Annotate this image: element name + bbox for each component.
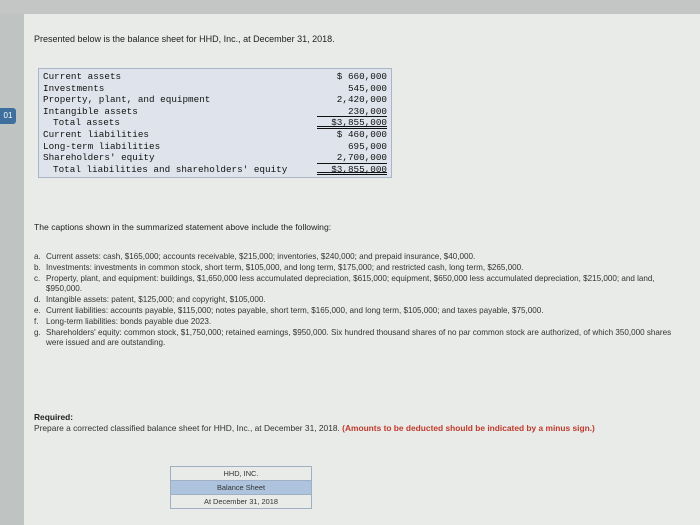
balance-sheet-row [43, 164, 387, 176]
balance-sheet-row [43, 94, 387, 106]
caption-item [34, 328, 674, 350]
balance-sheet-row [43, 106, 387, 118]
side-tab[interactable]: 01 [0, 108, 16, 124]
row-amount: $ 660,000 [336, 71, 387, 82]
caption-text: Property, plant, and equipment: buildings, $1,650,000 less accumulated depreciation, $615,000; equipment, $650,000 less accumulated depreciation, $215,000; and land, $950,000. [46, 273, 655, 294]
required-note: (Amounts to be deducted should be indicated by a minus sign.) [342, 423, 595, 433]
row-amount: 545,000 [347, 82, 387, 94]
header-company: HHD, INC. [171, 467, 311, 481]
row-amount: 695,000 [347, 140, 387, 152]
required-instruction: Prepare a corrected classified balance sheet for HHD, Inc., at December 31, 2018. [34, 423, 340, 433]
caption-letter: f. [34, 316, 39, 326]
balance-sheet-row [43, 117, 387, 129]
row-label: Long-term liabilities [43, 140, 161, 152]
caption-item [34, 317, 674, 328]
caption-letter: d. [34, 295, 41, 305]
row-label: Shareholders' equity [43, 152, 155, 164]
row-amount: 230,000 [317, 106, 387, 118]
required-text [34, 423, 684, 434]
balance-sheet-row [43, 129, 387, 141]
caption-text: Investments: investments in common stock, short term, $105,000, and long term, $175,000; and restricted cash, long term, $265,000. [46, 262, 524, 272]
question-panel [24, 14, 700, 525]
row-amount: 2,700,000 [317, 152, 387, 164]
caption-item [34, 295, 674, 306]
row-amount: 2,420,000 [336, 94, 387, 106]
row-label: Investments [43, 82, 105, 94]
row-label: Intangible assets [43, 105, 138, 117]
row-amount: $3,855,000 [317, 164, 387, 176]
caption-letter: c. [34, 273, 41, 283]
browser-top-strip [0, 0, 700, 14]
caption-letter: e. [34, 305, 41, 315]
row-label: Current liabilities [43, 128, 150, 140]
caption-item [34, 274, 674, 296]
caption-text: Current assets: cash, $165,000; accounts receivable, $215,000; inventories, $240,000; and prepaid insurance, $40,000. [46, 252, 476, 261]
summarized-balance-sheet [38, 68, 392, 178]
row-label: Total liabilities and shareholders' equity [53, 163, 288, 175]
row-label: Property, plant, and equipment [43, 94, 211, 106]
balance-sheet-row [43, 83, 387, 95]
left-gutter [0, 14, 24, 525]
caption-text: Long-term liabilities: bonds payable due 2023. [46, 316, 212, 326]
caption-letter: b. [34, 262, 41, 272]
row-label: Current assets [43, 71, 122, 82]
row-label: Total assets [53, 117, 120, 129]
caption-letter: g. [34, 327, 41, 337]
balance-sheet-row [43, 71, 387, 83]
balance-sheet-row [43, 141, 387, 153]
intro-text: Presented below is the balance sheet for HHD, Inc., at December 31, 2018. [34, 34, 335, 44]
caption-item [34, 252, 674, 263]
caption-item [34, 263, 674, 274]
caption-letter: a. [34, 252, 41, 261]
required-label: Required: [34, 412, 74, 422]
row-amount: $ 460,000 [336, 128, 387, 140]
caption-text: Shareholders' equity: common stock, $1,750,000; retained earnings, $950,000. Six hundred thousand shares of no par common stock are authorized, of which 350,000 shares were issued and are outstanding. [46, 327, 672, 348]
caption-text: Current liabilities: accounts payable, $115,000; notes payable, short term, $165,000, and long term, $105,000; and taxes payable, $75,000. [46, 305, 544, 315]
captions-intro: The captions shown in the summarized statement above include the following: [34, 222, 332, 232]
header-title: Balance Sheet [171, 481, 311, 495]
answer-header-box [170, 466, 312, 509]
caption-text: Intangible assets: patent, $125,000; and copyright, $105,000. [46, 295, 266, 305]
captions-list [34, 252, 674, 349]
caption-item [34, 306, 674, 317]
header-date: At December 31, 2018 [204, 497, 278, 506]
balance-sheet-row [43, 152, 387, 164]
row-amount: $3,855,000 [317, 117, 387, 129]
